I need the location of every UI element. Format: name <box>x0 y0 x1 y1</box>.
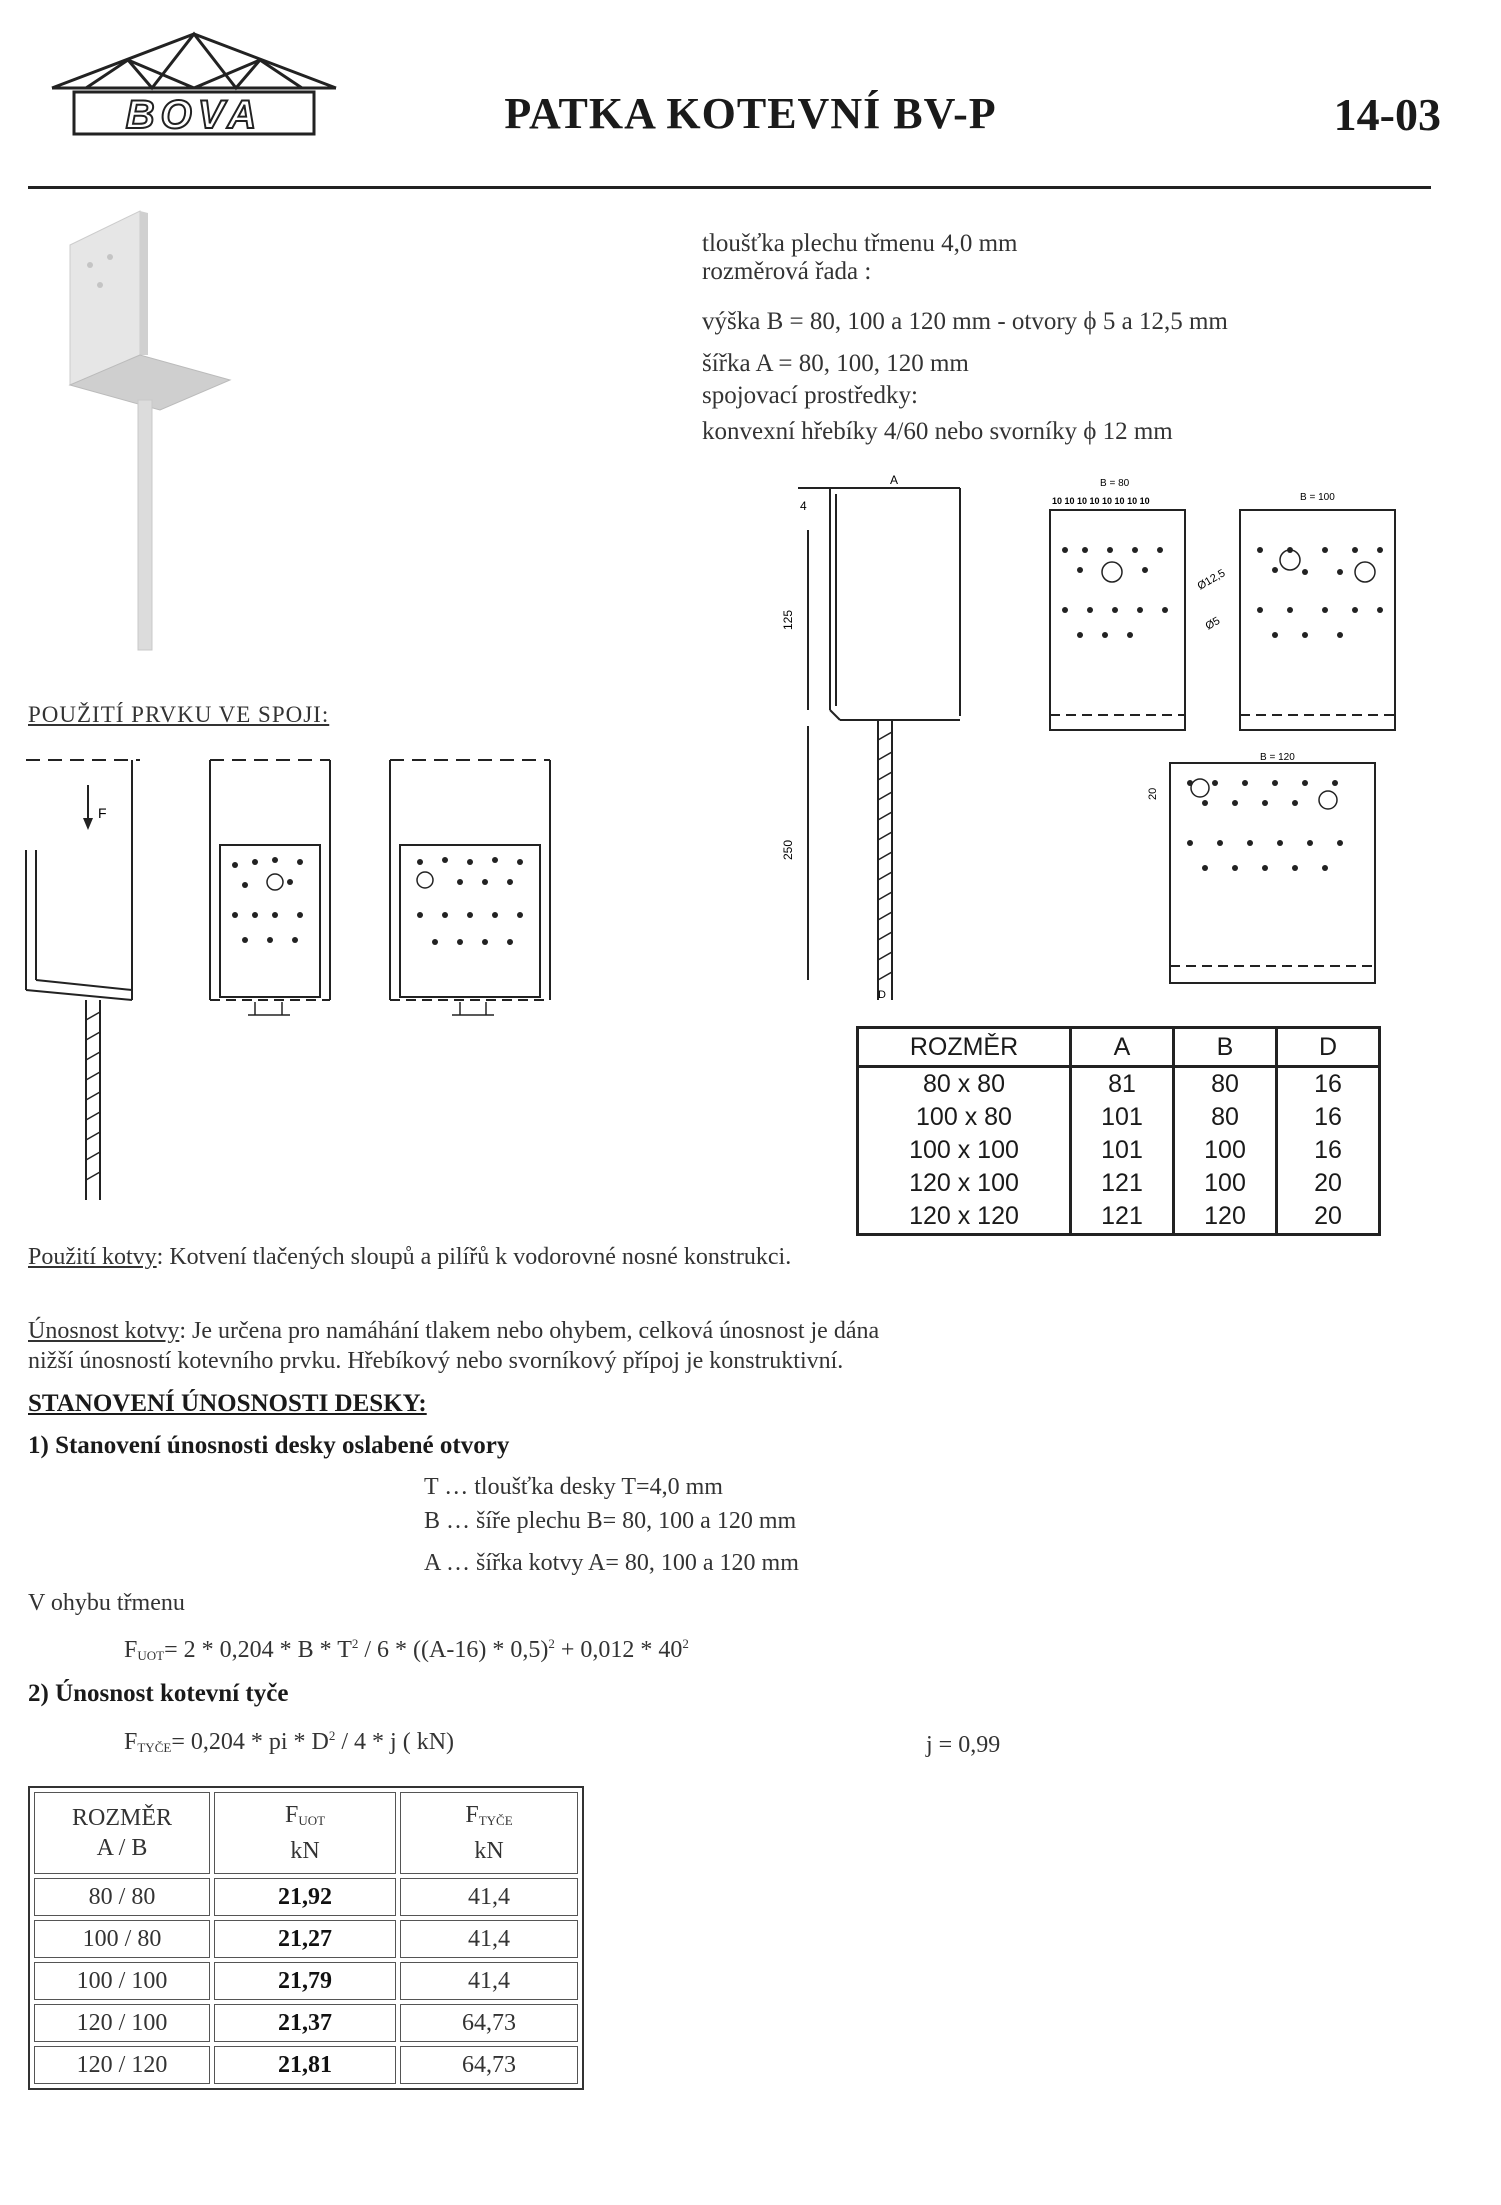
formula1-f: F <box>124 1637 138 1663</box>
table-row <box>858 1134 1380 1167</box>
table-cell: 80 <box>1174 1101 1277 1134</box>
table-cell: 20 <box>1277 1167 1380 1200</box>
table-row <box>858 1067 1380 1102</box>
table-row <box>34 1878 578 1916</box>
table-cell: 120 x 120 <box>858 1200 1071 1235</box>
hole-row-numbers: 10 10 10 10 10 10 10 10 <box>1052 496 1150 506</box>
table-cell: 100 / 100 <box>34 1962 210 2000</box>
results-header-ftyce-main: F <box>465 1802 479 1828</box>
formula1-part1: = 2 * 0,204 * B * T <box>164 1637 352 1663</box>
table-row <box>858 1101 1380 1134</box>
results-header-fuot-unit: kN <box>290 1838 320 1864</box>
formula-fuot <box>124 1636 689 1664</box>
usage-drawings <box>20 750 580 1220</box>
table-cell: 80 x 80 <box>858 1067 1071 1102</box>
table-cell: 120 / 120 <box>34 2046 210 2084</box>
dims-header-rozmer: ROZMĚR <box>858 1028 1071 1067</box>
table-cell: 64,73 <box>400 2046 578 2084</box>
dim-b100-label: B = 100 <box>1300 492 1335 503</box>
capacity-label: Únosnost kotvy <box>28 1318 180 1344</box>
dim-b120-label: B = 120 <box>1260 752 1295 763</box>
formula1-sub: UOT <box>137 1648 165 1663</box>
results-header-rozmer-line1: ROZMĚR <box>71 1805 172 1831</box>
formula1-part2: / 6 * ((A-16) * 0,5) <box>358 1637 549 1663</box>
table-cell: 120 <box>1174 1200 1277 1235</box>
table-cell: 16 <box>1277 1101 1380 1134</box>
dimensions-table <box>856 1026 1381 1236</box>
dims-header-d: D <box>1277 1028 1380 1067</box>
results-header-fuot <box>214 1792 396 1874</box>
table-cell: 81 <box>1071 1067 1174 1102</box>
table-cell: 80 <box>1174 1067 1277 1102</box>
formula-ftyce <box>124 1728 454 1756</box>
results-header-rozmer-line2: A / B <box>96 1835 148 1861</box>
page-title: PATKA KOTEVNÍ BV-P <box>504 89 997 138</box>
dim-a-label: A <box>890 473 899 487</box>
table-cell: 120 / 100 <box>34 2004 210 2042</box>
formula2-sub: TYČE <box>137 1740 172 1755</box>
dim-d-label: D <box>878 989 886 1001</box>
results-header-ftyce <box>400 1792 578 1874</box>
product-photo <box>60 205 250 655</box>
formula1-sup1: 2 <box>351 1636 359 1651</box>
def-a: A … šířka kotvy A= 80, 100 a 120 mm <box>424 1550 799 1576</box>
formula2-part1: = 0,204 * pi * D <box>171 1729 329 1755</box>
formula2-sup: 2 <box>328 1728 336 1743</box>
ohyb-label: V ohybu třmenu <box>28 1590 185 1616</box>
force-label: F <box>98 805 107 821</box>
table-row <box>858 1200 1380 1235</box>
hole-small-label: Ø5 <box>1203 614 1223 633</box>
table-cell: 21,79 <box>214 1962 396 2000</box>
formula1-part3: + 0,012 * 40 <box>554 1637 683 1663</box>
spec-fasteners-label: spojovací prostředky: <box>702 382 918 409</box>
usage-body: : Kotvení tlačených sloupů a pilířů k vodorovné nosné konstrukci. <box>156 1244 792 1270</box>
table-cell: 20 <box>1277 1200 1380 1235</box>
table-cell: 41,4 <box>400 1878 578 1916</box>
table-cell: 21,92 <box>214 1878 396 1916</box>
table-cell: 21,27 <box>214 1920 396 1958</box>
capacity-body-1: : Je určena pro namáhání tlakem nebo ohybem, celková únosnost je dána <box>179 1318 880 1344</box>
table-cell: 64,73 <box>400 2004 578 2042</box>
formula2-part2: / 4 * j ( kN) <box>335 1729 455 1755</box>
usage-heading: POUŽITÍ PRVKU VE SPOJI: <box>28 702 330 727</box>
def-t: T … tloušťka desky T=4,0 mm <box>424 1474 723 1500</box>
usage-paragraph <box>28 1242 791 1272</box>
dim-4-label: 4 <box>800 499 807 513</box>
formula1-sup3: 2 <box>682 1636 689 1651</box>
table-cell: 121 <box>1071 1167 1174 1200</box>
table-cell: 80 / 80 <box>34 1878 210 1916</box>
logo-text: BOVA <box>125 93 263 137</box>
table-cell: 41,4 <box>400 1920 578 1958</box>
results-header-ftyce-sub: TYČE <box>478 1813 513 1828</box>
results-header-fuot-main: F <box>284 1802 299 1828</box>
table-row <box>858 1167 1380 1200</box>
dim-125-label: 125 <box>781 609 795 630</box>
capacity-paragraph-line1 <box>28 1316 879 1346</box>
formula2-f: F <box>124 1729 138 1755</box>
section2-heading: 2) Únosnost kotevní tyče <box>28 1680 289 1707</box>
section1-heading: 1) Stanovení únosnosti desky oslabené otvory <box>28 1432 510 1459</box>
spec-fasteners: konvexní hřebíky 4/60 nebo svorníky ϕ 12 mm <box>702 418 1173 445</box>
capacity-body-2: nižší únosností kotevního prvku. Hřebíkový nebo svorníkový přípoj je konstruktivní. <box>28 1348 844 1374</box>
table-cell: 121 <box>1071 1200 1174 1235</box>
spec-height: výška B = 80, 100 a 120 mm - otvory ϕ 5 a 12,5 mm <box>702 308 1228 335</box>
dim-b80-label: B = 80 <box>1100 478 1130 489</box>
results-header-rozmer <box>34 1792 210 1874</box>
table-cell: 16 <box>1277 1134 1380 1167</box>
table-cell: 100 <box>1174 1134 1277 1167</box>
results-header-fuot-sub: UOT <box>298 1813 326 1828</box>
table-row <box>34 1920 578 1958</box>
spec-series: rozměrová řada : <box>702 258 872 285</box>
usage-label: Použití kotvy <box>28 1244 157 1270</box>
header-rule <box>28 186 1431 189</box>
dim-250-label: 250 <box>781 839 795 860</box>
table-row <box>34 2004 578 2042</box>
spec-width: šířka A = 80, 100, 120 mm <box>702 350 969 377</box>
hole-big-label: Ø12,5 <box>1195 567 1228 593</box>
table-row <box>34 2046 578 2084</box>
def-b: B … šíře plechu B= 80, 100 a 120 mm <box>424 1508 797 1534</box>
table-cell: 120 x 100 <box>858 1167 1071 1200</box>
table-cell: 16 <box>1277 1067 1380 1102</box>
table-cell: 21,37 <box>214 2004 396 2042</box>
dims-header-b: B <box>1174 1028 1277 1067</box>
table-cell: 100 <box>1174 1167 1277 1200</box>
stanoveni-heading: STANOVENÍ ÚNOSNOSTI DESKY: <box>28 1390 427 1417</box>
results-header-ftyce-unit: kN <box>474 1838 504 1864</box>
page-number: 14-03 <box>1333 89 1441 140</box>
j-value: j = 0,99 <box>926 1732 1001 1758</box>
table-row <box>34 1962 578 2000</box>
table-cell: 41,4 <box>400 1962 578 2000</box>
front-view-b120 <box>1147 748 1400 1008</box>
formula1-sup2: 2 <box>548 1636 555 1651</box>
table-cell: 100 x 100 <box>858 1134 1071 1167</box>
table-cell: 100 x 80 <box>858 1101 1071 1134</box>
table-cell: 101 <box>1071 1134 1174 1167</box>
table-cell: 100 / 80 <box>34 1920 210 1958</box>
table-cell: 101 <box>1071 1101 1174 1134</box>
results-table <box>28 1786 584 2090</box>
dims-header-a: A <box>1071 1028 1174 1067</box>
table-cell: 21,81 <box>214 2046 396 2084</box>
dim-20-label: 20 <box>1147 787 1159 800</box>
spec-thickness: tloušťka plechu třmenu 4,0 mm <box>702 230 1018 257</box>
